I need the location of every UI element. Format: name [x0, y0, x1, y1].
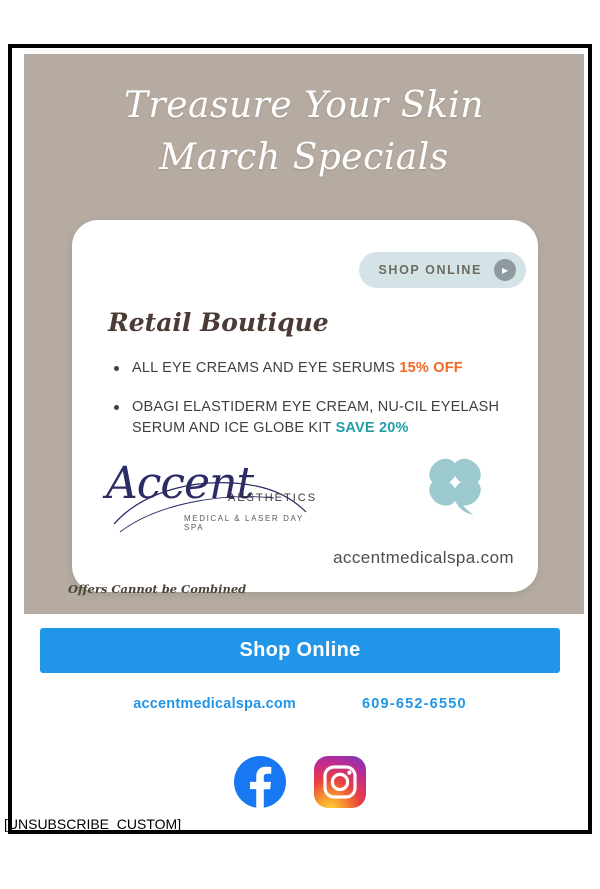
logo-tagline: MEDICAL & LASER DAY SPA [184, 514, 304, 532]
hero-promo-image[interactable] [24, 54, 584, 614]
phone-link[interactable]: 609-652-6550 [362, 696, 467, 712]
offers-list [110, 358, 510, 457]
website-link[interactable]: accentmedicalspa.com [133, 696, 297, 712]
accent-aesthetics-logo [106, 458, 326, 550]
hero-title-line2: March Specials [159, 137, 449, 178]
chevron-right-icon: ▸ [494, 259, 516, 281]
four-leaf-clover-icon [418, 448, 492, 522]
shop-online-pill[interactable] [359, 252, 527, 288]
list-item [110, 397, 510, 439]
offer-highlight: SAVE 20% [335, 420, 409, 436]
social-links [12, 756, 588, 808]
unsubscribe-token[interactable]: [UNSUBSCRIBE_CUSTOM] [4, 816, 182, 832]
facebook-icon[interactable] [234, 756, 286, 808]
list-item [110, 358, 510, 379]
hero-title-line1: Treasure Your Skin [124, 85, 484, 126]
card-website-text: accentmedicalspa.com [333, 548, 514, 567]
offers-disclaimer: Offers Cannot be Combined [68, 582, 247, 596]
email-body [12, 48, 588, 830]
retail-boutique-heading: Retail Boutique [108, 308, 329, 337]
offer-highlight: 15% OFF [399, 360, 463, 376]
logo-brand-suffix: AESTHETICS [228, 492, 318, 504]
offer-text: ALL EYE CREAMS AND EYE SERUMS [132, 360, 400, 376]
email-frame [8, 44, 592, 834]
promo-card [72, 220, 538, 592]
offer-text: OBAGI ELASTIDERM EYE CREAM, NU-CIL EYELASH SERUM AND ICE GLOBE KIT [132, 399, 500, 436]
shop-online-button[interactable]: Shop Online [40, 628, 560, 673]
shop-online-pill-label: SHOP ONLINE [378, 263, 482, 277]
contact-row [40, 696, 560, 712]
instagram-icon[interactable] [314, 756, 366, 808]
logo-brand-text: Accent [106, 458, 254, 509]
hero-title [24, 80, 584, 184]
